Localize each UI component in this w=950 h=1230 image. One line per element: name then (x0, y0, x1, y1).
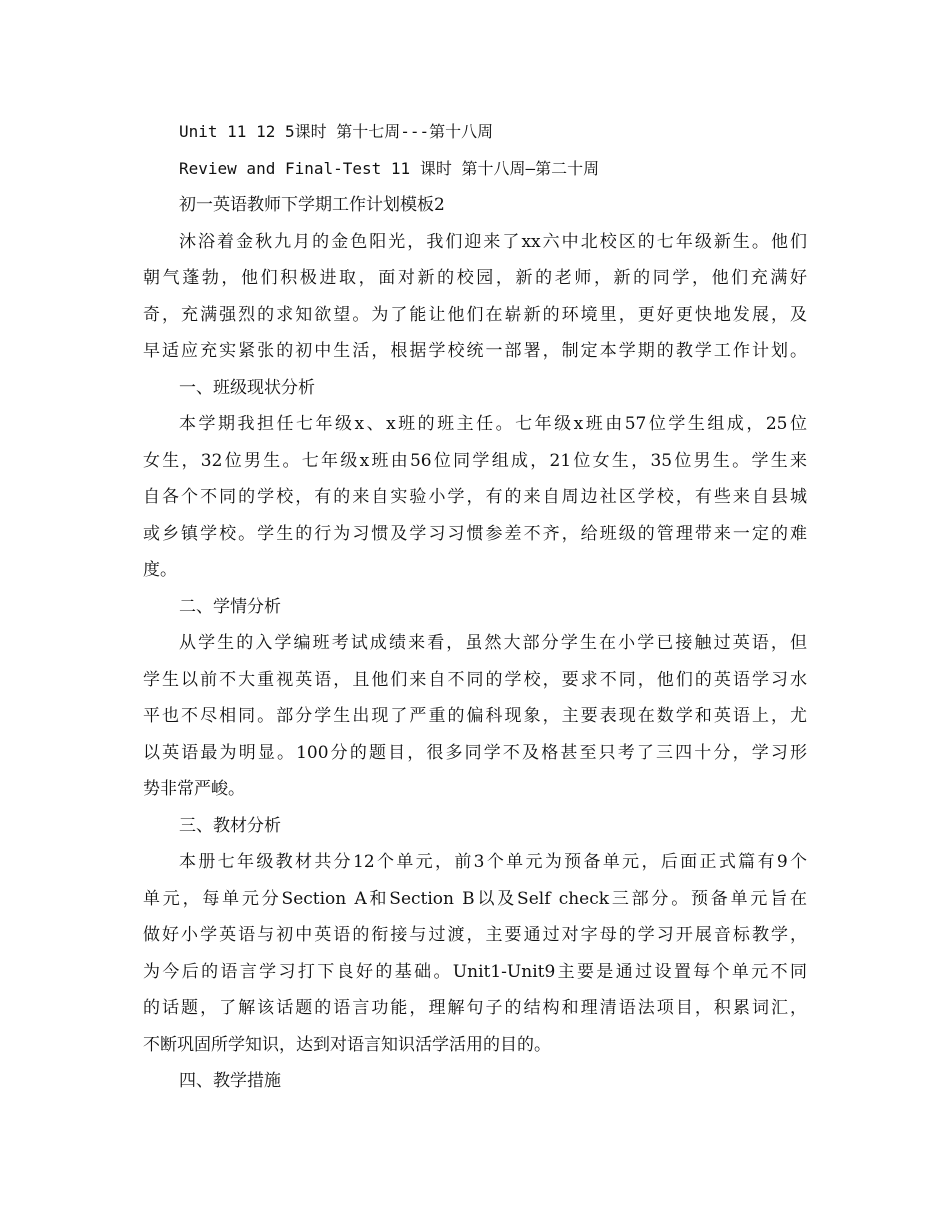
schedule-line-review-final-test: Review and Final-Test 11 课时 第十八周—第二十周 (179, 158, 600, 178)
paragraph-line: 单元，每单元分Section A和Section B以及Self check三部分。预备单元旨在 (143, 888, 807, 909)
paragraph-line: 不断巩固所学知识，达到对语言知识活学活用的目的。 (143, 1034, 551, 1055)
paragraph-line: 学生以前不大重视英语，且他们来自不同的学校，要求不同，他们的英语学习水 (143, 669, 807, 690)
paragraph-line: 平也不尽相同。部分学生出现了严重的偏科现象，主要表现在数学和英语上，尤 (143, 706, 807, 726)
paragraph-line: 度。 (143, 560, 177, 580)
paragraph-line: 自各个不同的学校，有的来自实验小学，有的来自周边社区学校，有些来自县城 (143, 487, 807, 507)
paragraph-line: 女生，32位男生。七年级x班由56位同学组成，21位女生，35位男生。学生来 (143, 450, 807, 471)
paragraph-line: 朝气蓬勃，他们积极进取，面对新的校园，新的老师，新的同学，他们充满好 (143, 268, 807, 288)
paragraph-line: 做好小学英语与初中英语的衔接与过渡，主要通过对字母的学习开展音标教学， (143, 925, 807, 945)
paragraph-line: 的话题，了解该话题的语言功能，理解句子的结构和理清语法项目，积累词汇， (143, 998, 807, 1018)
paragraph-line: 早适应充实紧张的初中生活，根据学校统一部署，制定本学期的教学工作计划。 (143, 341, 807, 361)
paragraph-line: 为今后的语言学习打下良好的基础。Unit1-Unit9主要是通过设置每个单元不同 (143, 961, 807, 982)
paragraph-line: 本册七年级教材共分12个单元，前3个单元为预备单元，后面正式篇有9个 (179, 852, 807, 872)
heading-class-status-analysis: 一、班级现状分析 (179, 377, 315, 398)
heading-textbook-analysis: 三、教材分析 (179, 815, 281, 836)
paragraph-line: 势非常严峻。 (143, 779, 245, 799)
document-body (143, 114, 807, 1100)
heading-teaching-measures: 四、教学措施 (179, 1071, 281, 1091)
heading-learning-analysis: 二、学情分析 (179, 596, 281, 617)
section-title-plan-template-2: 初一英语教师下学期工作计划模板2 (179, 195, 445, 215)
paragraph-line: 或乡镇学校。学生的行为习惯及学习习惯参差不齐，给班级的管理带来一定的难 (143, 523, 807, 544)
schedule-line-unit-11-12: Unit 11 12 5课时 第十七周---第十八周 (179, 122, 494, 141)
paragraph-line: 从学生的入学编班考试成绩来看，虽然大部分学生在小学已接触过英语，但 (179, 633, 807, 653)
paragraph-line: 奇，充满强烈的求知欲望。为了能让他们在崭新的环境里，更好更快地发展，及 (143, 304, 807, 325)
paragraph-line: 以英语最为明显。100分的题目，很多同学不及格甚至只考了三四十分，学习形 (143, 742, 807, 763)
paragraph-line: 本学期我担任七年级x、x班的班主任。七年级x班由57位学生组成，25位 (179, 414, 807, 434)
paragraph-line: 沐浴着金秋九月的金色阳光，我们迎来了xx六中北校区的七年级新生。他们 (179, 231, 807, 252)
